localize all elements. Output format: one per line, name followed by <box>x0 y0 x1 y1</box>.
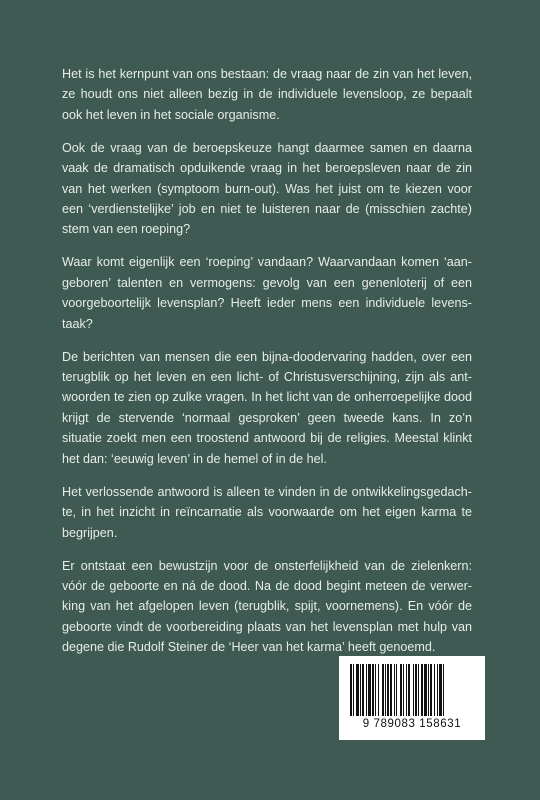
isbn-digits: 9 789083 158631 <box>362 718 462 730</box>
barcode-bar <box>356 664 359 716</box>
barcode-bar <box>390 664 392 716</box>
barcode-bar <box>403 664 404 716</box>
barcode-bar <box>434 664 435 716</box>
barcode-bar <box>443 664 444 716</box>
blurb-paragraph-4: De berichten van mensen die een bijna-doodervaring hadden, over een terugblik op het leven en een licht- of Christusverschijning, zijn als antwoorden te zien op zulke vragen. In het licht van de onherroepelijke dood krijgt de stervende ‘normaal gesproken’ geen tweede kans. In zo’n situatie zoekt men een troostend antwoord bij de religies. Meestal klinkt het dan: ‘eeuwig leven’ in de hemel of in de hel. <box>62 349 472 466</box>
barcode-bar <box>387 664 389 716</box>
blurb-paragraph-5: Het verlossende antwoord is alleen te vinden in de ontwikkelingsgedachte, in het inzicht in reïncarnatie als voorwaarde om het eigen karma te begrijpen. <box>62 484 472 540</box>
blurb-paragraph-3: Waar komt eigenlijk een ‘roeping’ vandaan? Waarvandaan komen ‘aangeboren’ talenten en vermogens: gevolg van een genenloterij of een voorgeboortelijk levensplan? Heeft ieder mens een individuele levenstaak? <box>62 255 472 331</box>
barcode-bar <box>415 664 417 716</box>
barcode-bar <box>439 664 442 716</box>
barcode-bars <box>349 664 475 716</box>
barcode-bar <box>413 664 414 716</box>
barcode-bar <box>421 664 423 716</box>
barcode-bar <box>362 664 364 716</box>
blurb-paragraph-6: Er ontstaat een bewustzijn voor de onsterfelijkheid van de zielenkern: vóór de geboorte en ná de dood. Na de dood begint meteen de verwerking van het afgelopen leven (terugblik, spijt, voornemens). En vóór de geboorte vindt de voorbereiding plaats van het levensplan met hulp van degene die Rudolf Steiner de ‘Heer van het karma’ heeft genoemd. <box>62 558 472 655</box>
barcode-bar <box>400 664 402 716</box>
barcode-bar <box>428 664 429 716</box>
barcode-bar <box>394 664 395 716</box>
barcode-bar <box>396 664 397 716</box>
barcode-bar <box>406 664 407 716</box>
barcode-bar <box>437 664 438 716</box>
barcode-bar <box>382 664 384 716</box>
barcode-bar <box>385 664 386 716</box>
barcode-bar <box>368 664 371 716</box>
barcode-bar <box>366 664 367 716</box>
barcode-bar <box>408 664 410 716</box>
barcode-bar <box>375 664 376 716</box>
barcode-bar <box>424 664 427 716</box>
blurb-paragraph-2: Ook de vraag van de beroepskeuze hangt daarmee samen en daarna vaak de dramatisch opduikende vraag in het beroepsleven naar de zin van het werken (symptoom burn-out). Was het juist om te kiezen voor een ‘verdienstelijke’ job en niet te luisteren naar de (misschien zachte) stem van een roeping? <box>62 140 472 237</box>
barcode-bar <box>418 664 419 716</box>
barcode-bar <box>360 664 361 716</box>
blurb-text <box>62 64 472 670</box>
barcode-bar <box>350 664 352 716</box>
barcode-bar <box>353 664 354 716</box>
barcode-bar <box>430 664 432 716</box>
barcode-bar <box>372 664 374 716</box>
blurb-paragraph-1: Het is het kernpunt van ons bestaan: de vraag naar de zin van het leven, ze houdt ons niet alleen bezig in de individuele levensloop, ze bepaalt ook het leven in het sociale organisme. <box>62 67 472 122</box>
barcode-bar <box>378 664 379 716</box>
isbn-barcode <box>339 656 485 740</box>
